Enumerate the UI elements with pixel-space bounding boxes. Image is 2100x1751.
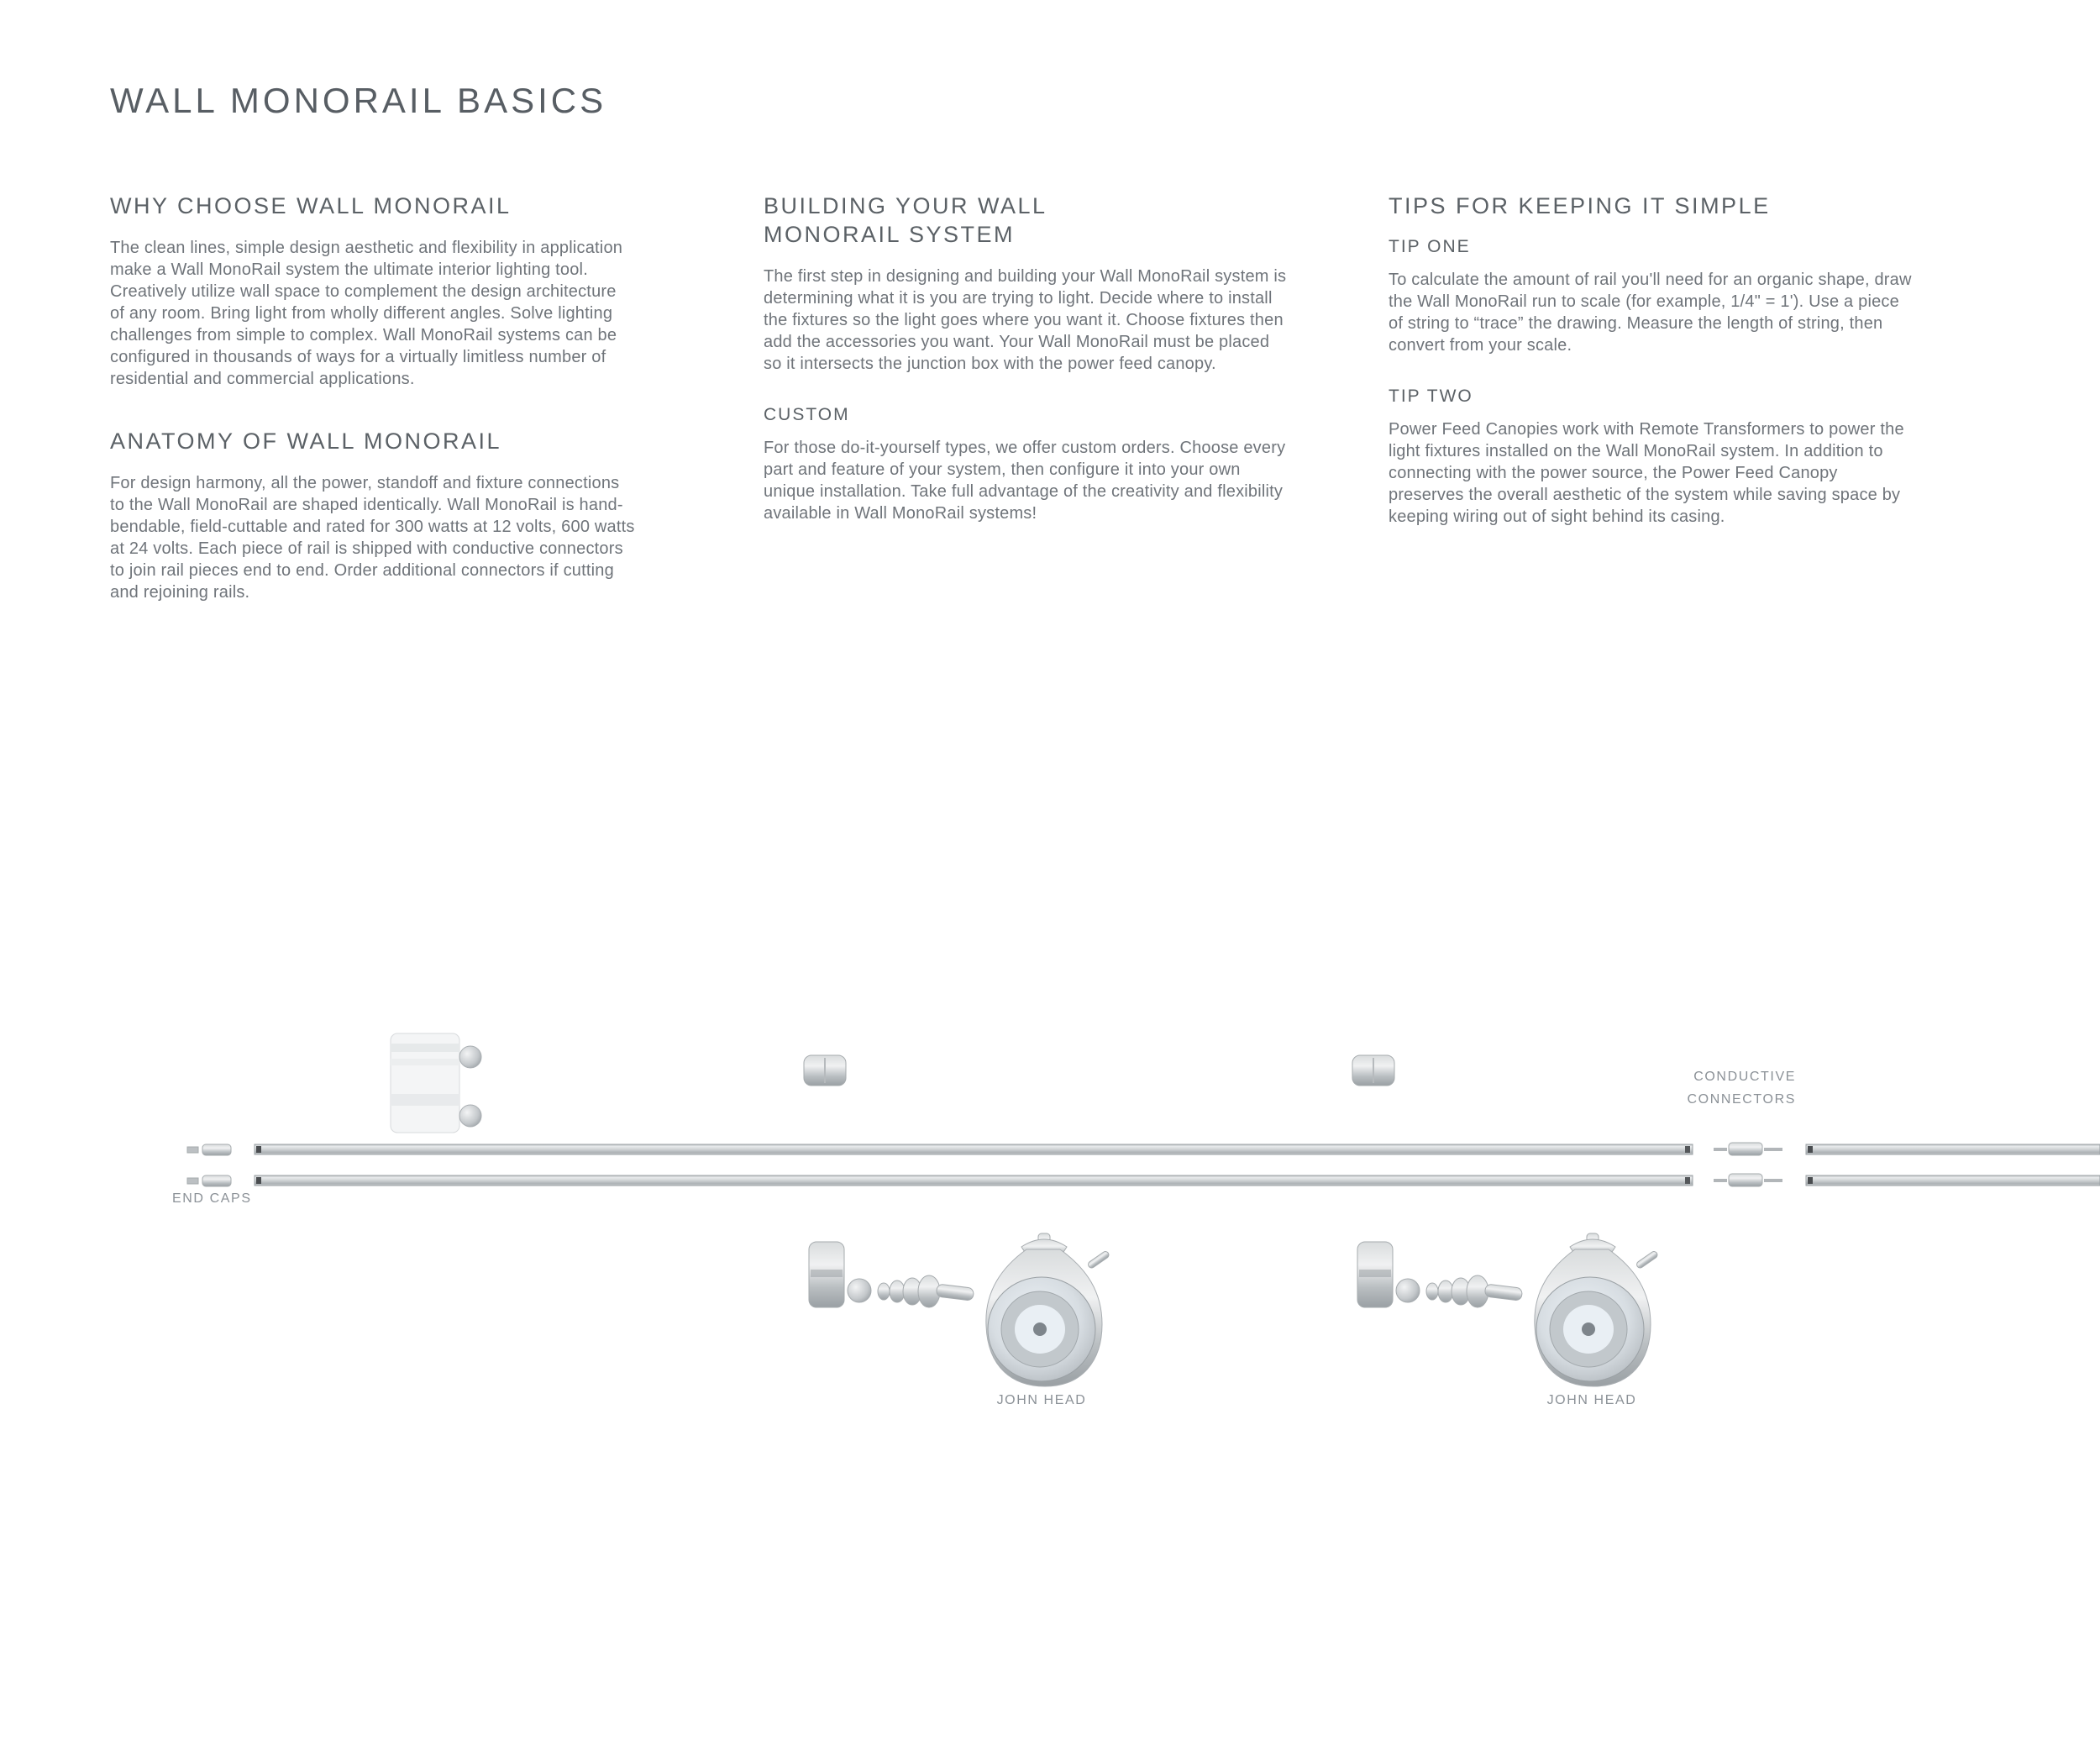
why-choose-heading: WHY CHOOSE WALL MONORAIL — [110, 193, 512, 218]
custom-heading: CUSTOM — [764, 405, 850, 424]
column-tips — [1389, 192, 1914, 528]
conductive-connectors-label-line2: CONNECTORS — [1687, 1092, 1796, 1107]
column-building — [764, 192, 1289, 524]
conductive-connectors-illustration — [1714, 1143, 1782, 1186]
john-head-right-label: JOHN HEAD — [1546, 1393, 1637, 1407]
anatomy-heading: ANATOMY OF WALL MONORAIL — [110, 429, 502, 454]
monorail-exploded-diagram — [0, 991, 2100, 1479]
tip-two-heading: TIP TWO — [1389, 386, 1473, 406]
custom-body: For those do-it-yourself types, we offer custom orders. Choose every part and feature of your system, then configure it into your own unique installation. Take full advantage of the creativity and flexibility available in Wall MonoRail systems! — [764, 439, 1286, 523]
building-heading: BUILDING YOUR WALL MONORAIL SYSTEM — [764, 193, 1047, 247]
monorail-rail-segment-illustration — [1806, 1144, 2100, 1186]
why-choose-body: The clean lines, simple design aesthetic and flexibility in application make a Wall MonoRail system the ultimate interior lighting tool. Creatively utilize wall space to complement the design architecture of any room. Bring light from wholly different angles. Solve lighting challenges from simple to complex. Wall MonoRail systems can be configured in thousands of ways for a virtually limitless number of residential and commercial applications. — [110, 239, 623, 388]
tip-two-body: Power Feed Canopies work with Remote Transformers to power the light fixtures installed on the Wall MonoRail system. In addition to connecting with the power source, the Power Feed Canopy preserves the overall aesthetic of the system while saving space by keeping wiring out of sight behind its casing. — [1389, 420, 1904, 526]
end-caps-label: END CAPS — [172, 1191, 252, 1206]
building-body: The first step in designing and building your Wall MonoRail system is determining what it is you are trying to light. Decide where to install the fixtures so the light goes where you want it. Choose fixtures then add the accessories you want. Your Wall MonoRail must be placed so it intersects the junction box with the power feed canopy. — [764, 267, 1287, 373]
column-why-choose — [110, 192, 635, 603]
tip-one-body: To calculate the amount of rail you'll need for an organic shape, draw the Wall MonoRail run to scale (for example, 1/4" = 1'). Use a piece of string to “trace” the drawing. Measure the length of string, then convert from your scale. — [1389, 271, 1912, 355]
tips-heading: TIPS FOR KEEPING IT SIMPLE — [1389, 193, 1771, 218]
monorail-rail-illustration — [255, 1144, 1693, 1186]
conductive-connectors-label-line1: CONDUCTIVE — [1693, 1070, 1796, 1084]
page-title: WALL MONORAIL BASICS — [110, 81, 607, 120]
end-caps-illustration — [187, 1144, 231, 1186]
john-head-left-label: JOHN HEAD — [996, 1393, 1087, 1407]
tip-one-heading: TIP ONE — [1389, 237, 1471, 256]
standoff-connector-right-illustration — [1352, 1055, 1394, 1086]
power-feed-canopy-illustration — [391, 1033, 481, 1133]
standoff-connector-left-illustration — [804, 1055, 846, 1086]
fixture-head-assembly-right-illustration — [1357, 1233, 1659, 1386]
conductive-connectors-label — [1688, 1065, 1797, 1111]
fixture-head-assembly-illustration — [809, 1233, 1110, 1386]
anatomy-body: For design harmony, all the power, standoff and fixture connections to the Wall MonoRail are shaped identically. Wall MonoRail is hand-bendable, field-cuttable and rated for 300 watts at 12 volts, 600 watts at 24 volts. Each piece of rail is shipped with conductive connectors to join rail pieces end to end. Order additional connectors if cutting and rejoining rails. — [110, 474, 635, 602]
